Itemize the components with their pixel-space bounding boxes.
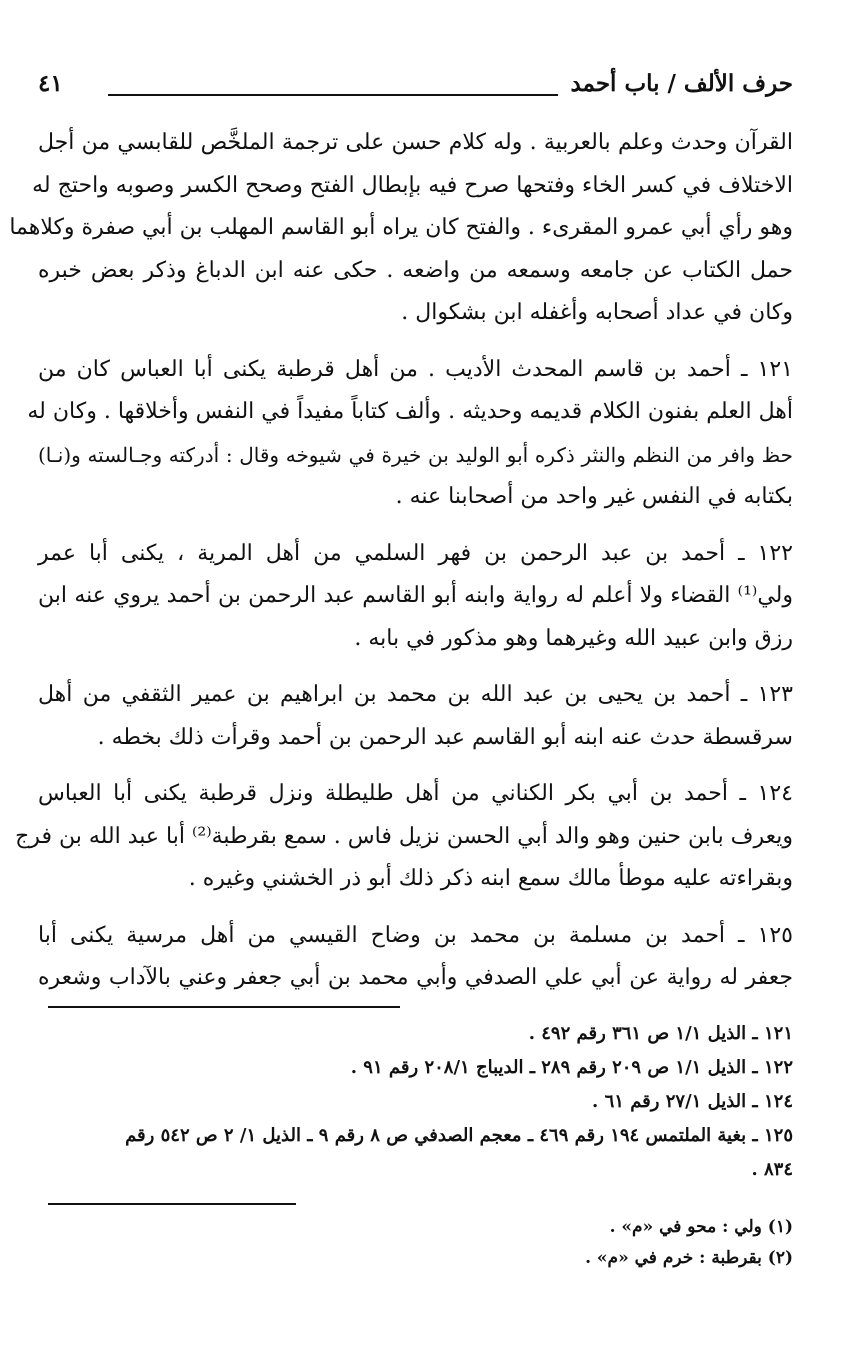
text-line: حمل الكتاب عن جامعه وسمعه من واضعه . حكى عنه ابن الدباغ وذكر بعض خبره xyxy=(38,257,793,283)
text-line: ١٢٤ ـ أحمد بن أبي بكر الكناني من أهل طليطلة ونزل قرطبة يكنى أبا العباس xyxy=(38,781,793,806)
text-line: القرآن وحدث وعلم بالعربية . وله كلام حسن على ترجمة الملخَّص للقابسي من أجل xyxy=(38,130,793,155)
note-line: (٢) بقرطبة : خرم في «م» . xyxy=(585,1248,793,1268)
text-line: بكتابه في النفس غير واحد من أصحابنا عنه . xyxy=(395,484,793,509)
textual-notes xyxy=(38,1212,793,1274)
entry-121 xyxy=(27,349,793,519)
main-text xyxy=(9,122,793,1014)
note-line: (١) ولي : محو في «م» . xyxy=(609,1217,793,1237)
page-number: ٤١ xyxy=(38,70,63,97)
entry-124 xyxy=(15,773,793,901)
text-line: ١٢٣ ـ أحمد بن يحيى بن عبد الله بن محمد بن ابراهيم بن عمير الثقفي من أهل xyxy=(38,682,793,707)
paragraph-continuation xyxy=(9,122,793,335)
text-line: سرقسطة حدث عنه ابنه أبو القاسم عبد الرحمن بن أحمد وقرأت ذلك بخطه . xyxy=(97,724,793,750)
source-line: ١٢٢ ـ الذيل ١/١ ص ٢٠٩ رقم ٢٨٩ ـ الديباج ٢٠٨/١ رقم ٩١ . xyxy=(350,1057,793,1078)
source-line: ١٢١ ـ الذيل ١/١ ص ٣٦١ رقم ٤٩٢ . xyxy=(528,1023,793,1044)
source-references xyxy=(38,1017,793,1187)
source-line: ١٢٥ ـ بغية الملتمس ١٩٤ رقم ٤٦٩ ـ معجم الصدفي ص ٨ رقم ٩ ـ الذيل ١/ ٢ ص ٥٤٢ رقم xyxy=(125,1125,793,1146)
running-header xyxy=(38,70,793,106)
notes-divider xyxy=(48,1203,296,1205)
text-line: ١٢٥ ـ أحمد بن مسلمة بن محمد بن وضاح القيسي من أهل مرسية يكنى أبا xyxy=(38,922,793,948)
source-line: ١٢٤ ـ الذيل ٢٧/١ رقم ٦١ . xyxy=(592,1091,793,1112)
source-line: ٨٣٤ . xyxy=(751,1159,793,1180)
text-line: ١٢١ ـ أحمد بن قاسم المحدث الأديب . من أهل قرطبة يكنى أبا العباس كان من xyxy=(38,356,793,382)
text-line: ولي⁽¹⁾ القضاء ولا أعلم له رواية وابنه أبو القاسم عبد الرحمن بن أحمد يروي عنه ابن xyxy=(38,583,793,608)
text-line: وهو رأي أبي عمرو المقرىء . والفتح كان يراه أبو القاسم المهلب بن أبي صفرة وكلاهما xyxy=(9,215,793,240)
text-line: الاختلاف في كسر الخاء وفتحها صرح فيه بإبطال الفتح وصحح الكسر وصوبه واحتج له xyxy=(32,172,793,198)
header-rule xyxy=(108,94,558,96)
entry-123 xyxy=(38,674,793,759)
text-line: ١٢٢ ـ أحمد بن عبد الرحمن بن فهر السلمي من أهل المرية ، يكنى أبا عمر xyxy=(38,540,793,566)
text-line: حظ وافر من النظم والنثر ذكره أبو الوليد بن خيرة في شيوخه وقال : أدركته وجـالسته و(نـا) xyxy=(38,442,793,467)
text-line: رزق وابن عبيد الله وغيرهما وهو مذكور في بابه . xyxy=(354,625,793,651)
text-line: جعفر له رواية عن أبي علي الصدفي وأبي محمد بن أبي جعفر وعني بالآداب وشعره xyxy=(38,965,793,990)
chapter-title: حرف الألف / باب أحمد xyxy=(570,70,793,97)
text-line: أهل العلم بفنون الكلام قديمه وحديثه . وألف كتاباً مفيداً في النفس وأخلاقها . وكان له xyxy=(27,399,793,424)
entry-125 xyxy=(38,915,793,1000)
text-line: وكان في عداد أصحابه وأغفله ابن بشكوال . xyxy=(401,300,793,325)
footnote-divider xyxy=(48,1006,400,1008)
text-line: وبقراءته عليه موطأ مالك سمع ابنه ذكر ذلك أبو ذر الخشني وغيره . xyxy=(188,866,793,891)
entry-122 xyxy=(38,533,793,661)
text-line: ويعرف بابن حنين وهو والد أبي الحسن نزيل فاس . سمع بقرطبة⁽²⁾ أبا عبد الله بن فرج xyxy=(15,823,793,849)
